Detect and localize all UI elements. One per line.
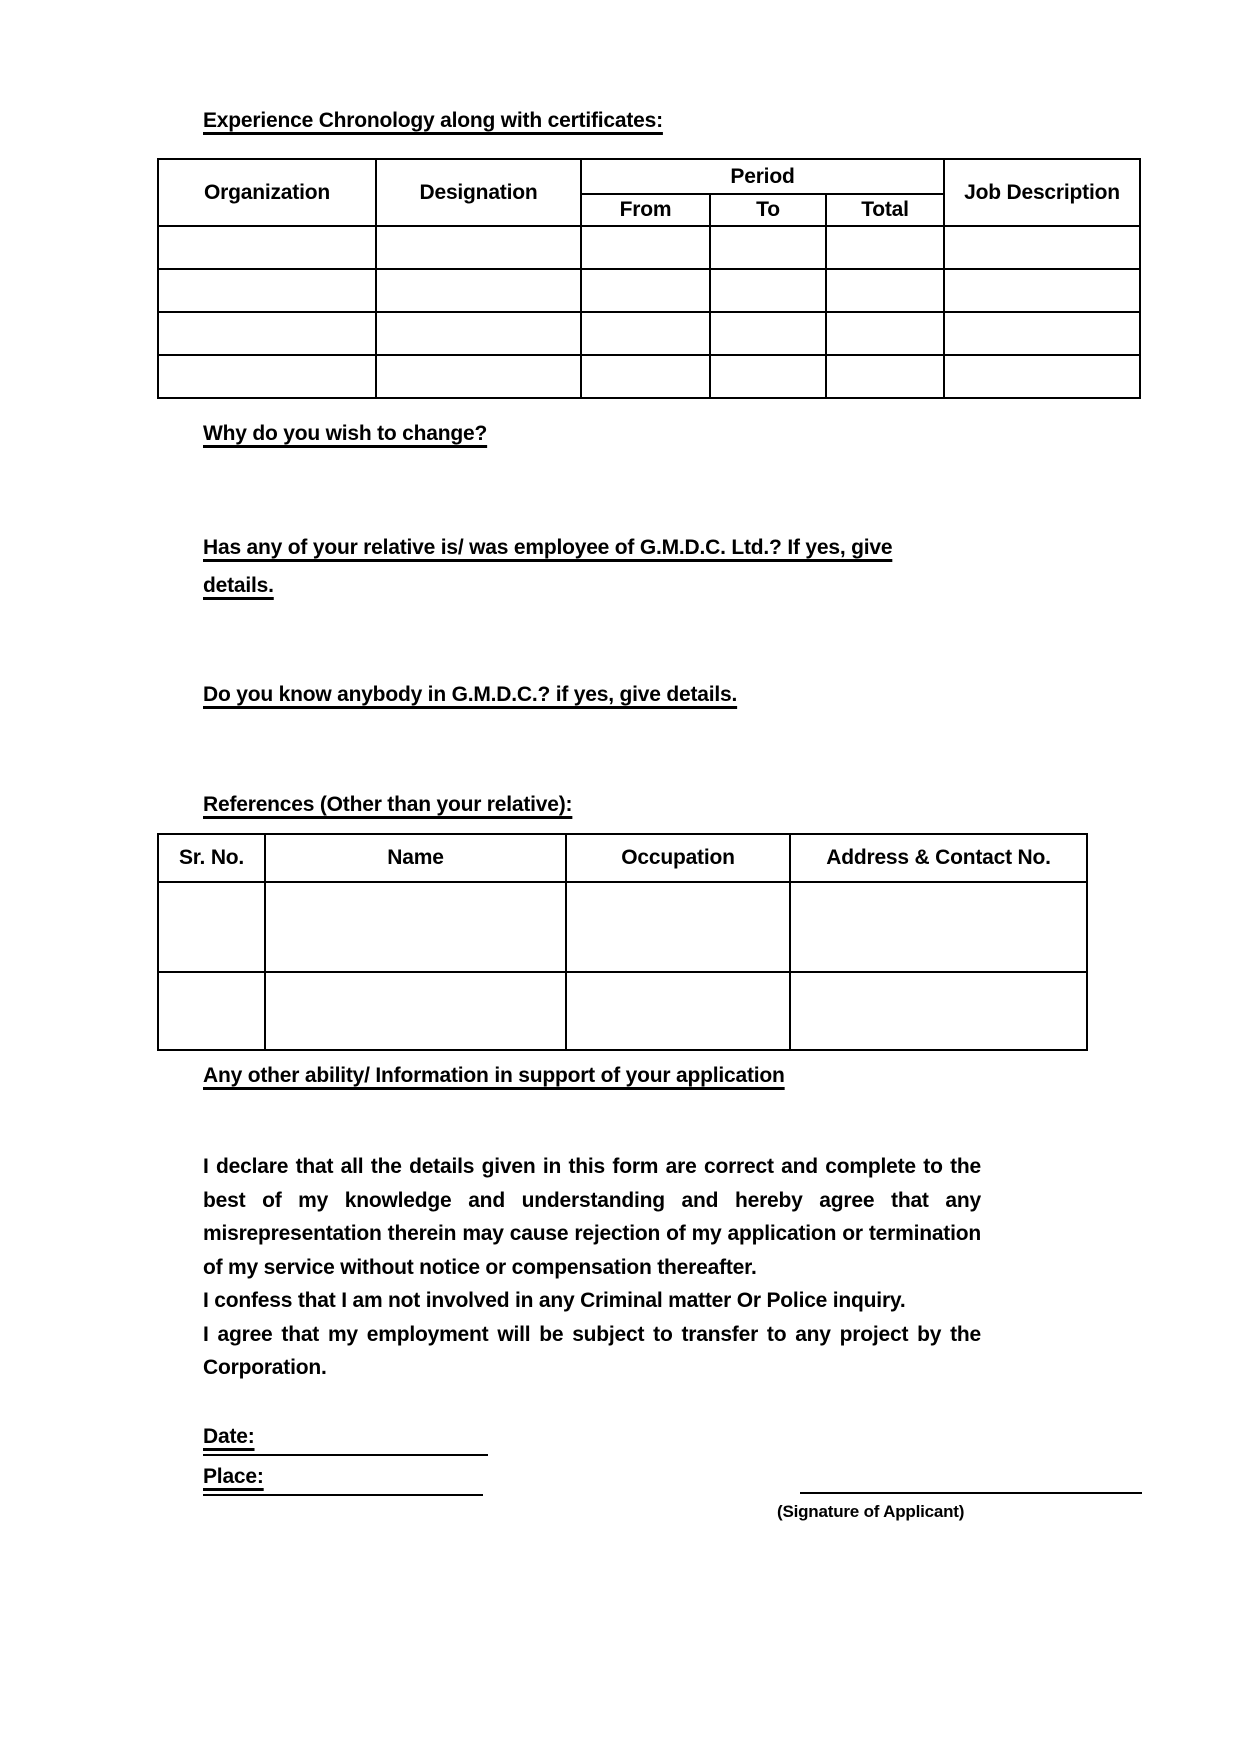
ref-table-row (158, 882, 1087, 972)
ref-col-header-address: Address & Contact No. (790, 834, 1087, 882)
date-field[interactable] (203, 1424, 488, 1456)
exp-cell-job-description[interactable] (944, 226, 1140, 269)
question-change-reason: Why do you wish to change? (203, 422, 488, 445)
exp-cell-organization[interactable] (158, 226, 376, 269)
ref-cell-name[interactable] (265, 882, 566, 972)
exp-cell-designation[interactable] (376, 312, 581, 355)
exp-cell-total[interactable] (826, 226, 944, 269)
exp-col-header-period: Period (581, 159, 944, 194)
declaration-paragraphs (203, 1150, 981, 1385)
question-relative-employee: Has any of your relative is/ was employee of G.M.D.C. Ltd.? If yes, give details. (203, 536, 893, 597)
signature-line[interactable] (800, 1462, 1142, 1494)
exp-cell-from[interactable] (581, 355, 710, 398)
exp-cell-total[interactable] (826, 312, 944, 355)
exp-col-header-organization: Organization (158, 159, 376, 226)
place-label: Place: (203, 1465, 264, 1488)
exp-table-row (158, 269, 1140, 312)
exp-col-header-job-description: Job Description (944, 159, 1140, 226)
exp-cell-from[interactable] (581, 312, 710, 355)
experience-table (157, 158, 1141, 399)
exp-cell-organization[interactable] (158, 312, 376, 355)
question-know-anybody: Do you know anybody in G.M.D.C.? if yes, give details. (203, 683, 738, 706)
exp-cell-total[interactable] (826, 355, 944, 398)
exp-col-header-total: Total (826, 194, 944, 226)
date-label: Date: (203, 1425, 255, 1448)
references-table (157, 833, 1088, 1051)
exp-col-header-designation: Designation (376, 159, 581, 226)
experience-section-heading: Experience Chronology along with certificates: (203, 109, 663, 132)
ref-col-header-name: Name (265, 834, 566, 882)
declaration-line-1: I declare that all the details given in this form are correct and complete to the best of my knowledge and understanding and hereby agree that any misrepresentation therein may cause rejection of my application or termination of my service without notice or compensation thereafter. (203, 1155, 981, 1279)
references-section-heading: References (Other than your relative): (203, 793, 573, 816)
ref-cell-address[interactable] (790, 972, 1087, 1050)
other-info-heading: Any other ability/ Information in support of your application (203, 1064, 785, 1087)
exp-col-header-from: From (581, 194, 710, 226)
ref-table-row (158, 972, 1087, 1050)
exp-cell-to[interactable] (710, 226, 826, 269)
exp-cell-designation[interactable] (376, 269, 581, 312)
exp-cell-to[interactable] (710, 312, 826, 355)
exp-cell-designation[interactable] (376, 226, 581, 269)
exp-cell-to[interactable] (710, 269, 826, 312)
exp-table-row (158, 355, 1140, 398)
ref-cell-sr-no[interactable] (158, 882, 265, 972)
exp-cell-from[interactable] (581, 226, 710, 269)
ref-col-header-sr-no: Sr. No. (158, 834, 265, 882)
exp-cell-from[interactable] (581, 269, 710, 312)
place-field[interactable] (203, 1464, 483, 1496)
exp-cell-job-description[interactable] (944, 312, 1140, 355)
exp-cell-to[interactable] (710, 355, 826, 398)
ref-cell-occupation[interactable] (566, 972, 790, 1050)
exp-col-header-to: To (710, 194, 826, 226)
exp-cell-organization[interactable] (158, 269, 376, 312)
ref-col-header-occupation: Occupation (566, 834, 790, 882)
signature-caption: (Signature of Applicant) (777, 1502, 965, 1521)
ref-cell-sr-no[interactable] (158, 972, 265, 1050)
exp-cell-total[interactable] (826, 269, 944, 312)
ref-cell-address[interactable] (790, 882, 1087, 972)
exp-cell-designation[interactable] (376, 355, 581, 398)
exp-cell-organization[interactable] (158, 355, 376, 398)
exp-cell-job-description[interactable] (944, 355, 1140, 398)
exp-table-row (158, 312, 1140, 355)
exp-cell-job-description[interactable] (944, 269, 1140, 312)
exp-table-row (158, 226, 1140, 269)
ref-cell-name[interactable] (265, 972, 566, 1050)
declaration-line-3: I agree that my employment will be subject to transfer to any project by the Corporation. (203, 1322, 981, 1379)
declaration-line-2: I confess that I am not involved in any Criminal matter Or Police inquiry. (203, 1289, 906, 1312)
ref-cell-occupation[interactable] (566, 882, 790, 972)
